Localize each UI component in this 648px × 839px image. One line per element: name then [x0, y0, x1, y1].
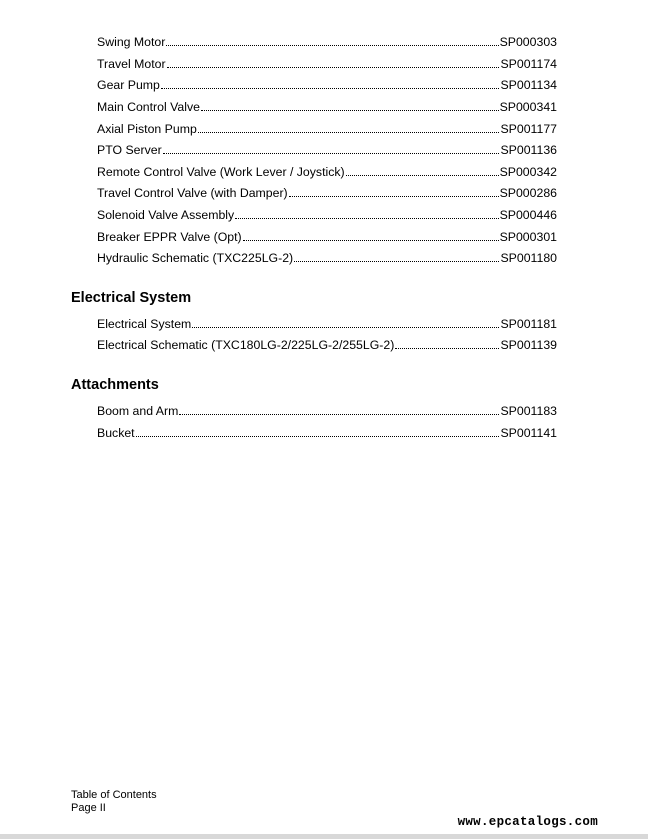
toc-entry-title: PTO Server: [97, 143, 162, 157]
toc-entry-solenoid-valve-assembly[interactable]: [97, 206, 557, 222]
toc-entry-hydraulic-schematic[interactable]: [97, 249, 557, 265]
toc-entry-title: Solenoid Valve Assembly: [97, 208, 235, 222]
toc-entry-code: SP001141: [500, 426, 557, 440]
toc-entry-code: SP000341: [499, 100, 557, 114]
leader-dots: [346, 175, 499, 176]
toc-entry-travel-motor[interactable]: [97, 55, 557, 71]
leader-dots: [161, 88, 500, 89]
toc-entry-gear-pump[interactable]: [97, 76, 557, 92]
toc-entry-title: Travel Motor: [97, 57, 166, 71]
toc-entry-code: SP001174: [500, 57, 557, 71]
section-heading-electrical-system: Electrical System: [71, 290, 192, 306]
leader-dots: [235, 218, 498, 219]
toc-entry-electrical-system[interactable]: [97, 315, 557, 331]
toc-entry-main-control-valve[interactable]: [97, 98, 557, 114]
toc-entry-pto-server[interactable]: [97, 141, 557, 157]
toc-entry-title: Electrical Schematic (TXC180LG-2/225LG-2/255LG-2): [97, 338, 395, 352]
toc-entry-title: Boom and Arm: [97, 404, 179, 418]
toc-entry-electrical-schematic[interactable]: [97, 336, 557, 352]
leader-dots: [167, 67, 500, 68]
toc-entry-code: SP001180: [500, 251, 557, 265]
leader-dots: [136, 436, 500, 437]
toc-entry-code: SP001139: [500, 338, 557, 352]
toc-entry-swing-motor[interactable]: [97, 33, 557, 49]
leader-dots: [198, 132, 500, 133]
toc-entry-code: SP001183: [500, 404, 557, 418]
footer-document-title: Table of Contents: [71, 789, 157, 801]
leader-dots: [395, 348, 499, 349]
toc-entry-code: SP001181: [500, 317, 557, 331]
toc-entry-title: Swing Motor: [97, 35, 166, 49]
toc-entry-boom-and-arm[interactable]: [97, 402, 557, 418]
toc-entry-code: SP000342: [499, 165, 557, 179]
toc-entry-title: Bucket: [97, 426, 135, 440]
toc-entry-axial-piston-pump[interactable]: [97, 120, 557, 136]
bottom-divider: [0, 834, 648, 839]
toc-entry-code: SP001177: [500, 122, 557, 136]
leader-dots: [243, 240, 499, 241]
leader-dots: [201, 110, 499, 111]
toc-entry-code: SP000303: [499, 35, 557, 49]
toc-entry-title: Remote Control Valve (Work Lever / Joystick): [97, 165, 345, 179]
toc-entry-code: SP000286: [499, 186, 557, 200]
leader-dots: [179, 414, 499, 415]
toc-entry-breaker-eppr-valve[interactable]: [97, 228, 557, 244]
watermark-url: www.epcatalogs.com: [457, 815, 598, 829]
toc-entry-title: Axial Piston Pump: [97, 122, 197, 136]
leader-dots: [163, 153, 500, 154]
toc-entry-code: SP000301: [499, 230, 557, 244]
toc-entry-title: Main Control Valve: [97, 100, 200, 114]
toc-entry-code: SP001134: [500, 78, 557, 92]
toc-entry-code: SP001136: [500, 143, 557, 157]
toc-entry-title: Gear Pump: [97, 78, 160, 92]
toc-entry-code: SP000446: [499, 208, 557, 222]
toc-entry-remote-control-valve[interactable]: [97, 163, 557, 179]
section-heading-attachments: Attachments: [71, 377, 159, 393]
toc-entry-title: Electrical System: [97, 317, 192, 331]
toc-entry-title: Hydraulic Schematic (TXC225LG-2): [97, 251, 294, 265]
leader-dots: [289, 196, 499, 197]
toc-entry-title: Travel Control Valve (with Damper): [97, 186, 288, 200]
toc-entry-travel-control-valve[interactable]: [97, 184, 557, 200]
toc-entry-title: Breaker EPPR Valve (Opt): [97, 230, 242, 244]
footer-page-number: Page II: [71, 802, 106, 814]
leader-dots: [166, 45, 498, 46]
leader-dots: [294, 261, 499, 262]
toc-entry-bucket[interactable]: [97, 424, 557, 440]
leader-dots: [192, 327, 499, 328]
